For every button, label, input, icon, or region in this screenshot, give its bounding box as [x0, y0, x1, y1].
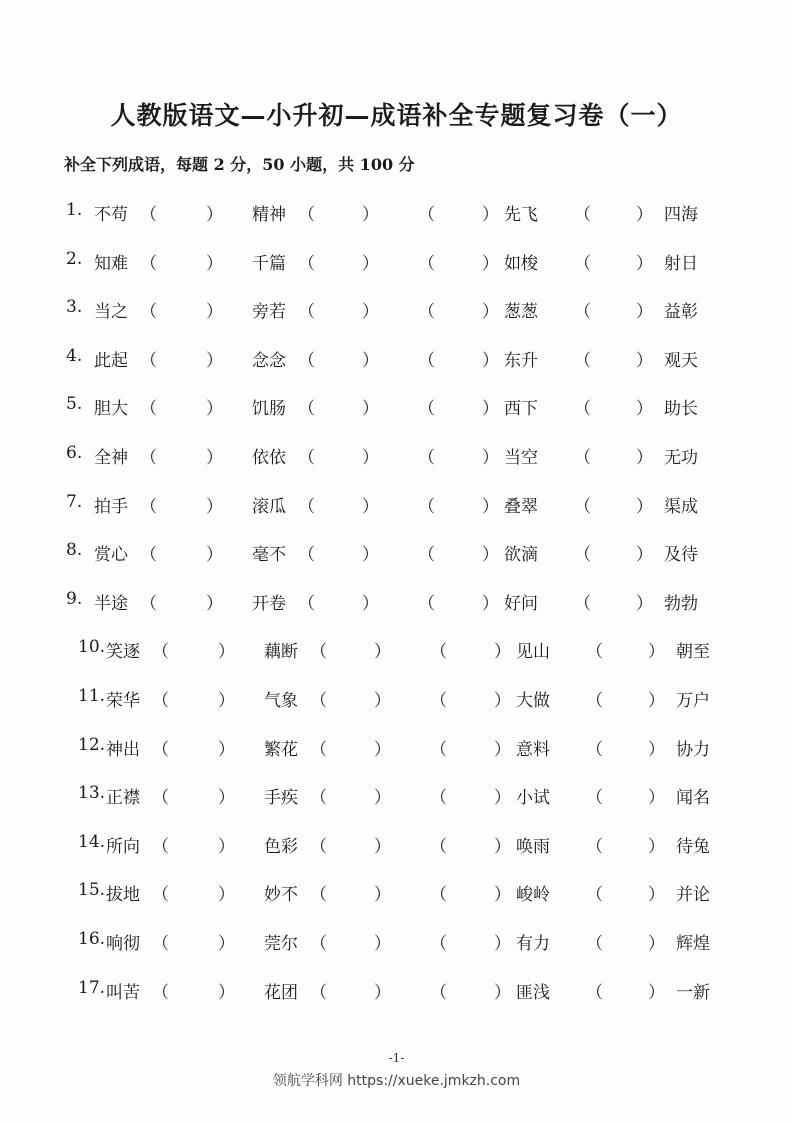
- question-number: 9.: [66, 588, 83, 609]
- blank-open-paren: （: [152, 691, 169, 711]
- blank-open-paren: （: [574, 205, 591, 225]
- blank-close-paren: ）: [636, 545, 653, 566]
- idiom-part-b: 手疾: [264, 788, 298, 809]
- blank-open-paren: （: [152, 788, 169, 809]
- idiom-part-b: 饥肠: [252, 399, 286, 420]
- blank-open-paren: （: [574, 253, 591, 274]
- idiom-part-d: 及待: [664, 545, 698, 566]
- blank-close-paren: ）: [482, 350, 499, 371]
- blank-close-paren: ）: [482, 205, 499, 225]
- blank-close-paren: ）: [494, 642, 511, 663]
- idiom-part-d: 辉煌: [676, 934, 710, 954]
- blank-open-paren: （: [298, 350, 315, 371]
- blank-open-paren: （: [140, 593, 157, 614]
- question-number: 6.: [66, 443, 83, 463]
- blank-close-paren: ）: [648, 885, 665, 906]
- blank-close-paren: ）: [648, 934, 665, 954]
- blank-open-paren: （: [310, 885, 327, 906]
- idiom-part-b: 花团: [264, 982, 298, 1003]
- blank-close-paren: ）: [206, 448, 223, 468]
- question-number: 17.: [78, 977, 106, 998]
- footer-watermark: 领航学科网 https://xueke.jmkzh.com: [272, 1073, 521, 1089]
- blank-close-paren: ）: [636, 253, 653, 274]
- blank-open-paren: （: [586, 691, 603, 711]
- blank-open-paren: （: [152, 739, 169, 760]
- idiom-row: [66, 492, 766, 522]
- blank-open-paren: （: [586, 982, 603, 1003]
- idiom-row: [78, 735, 766, 765]
- blank-close-paren: ）: [206, 350, 223, 371]
- idiom-part-a: 此起: [94, 350, 128, 371]
- blank-open-paren: （: [152, 982, 169, 1003]
- blank-open-paren: （: [430, 836, 447, 857]
- idiom-part-d: 并论: [676, 885, 710, 906]
- blank-close-paren: ）: [648, 691, 665, 711]
- idiom-part-a: 赏心: [94, 545, 128, 566]
- idiom-part-d: 万户: [676, 691, 710, 711]
- blank-open-paren: （: [140, 302, 157, 323]
- blank-open-paren: （: [430, 885, 447, 906]
- blank-open-paren: （: [140, 205, 157, 225]
- blank-close-paren: ）: [218, 836, 235, 857]
- idiom-row: [66, 249, 766, 279]
- idiom-part-a: 不苟: [94, 205, 128, 225]
- blank-open-paren: （: [430, 788, 447, 809]
- blank-close-paren: ）: [636, 302, 653, 323]
- idiom-part-a: 当之: [94, 302, 128, 323]
- idiom-row: [78, 880, 766, 910]
- blank-open-paren: （: [310, 788, 327, 809]
- idiom-part-d: 射日: [664, 253, 698, 274]
- blank-close-paren: ）: [362, 350, 379, 371]
- blank-close-paren: ）: [636, 205, 653, 225]
- blank-open-paren: （: [574, 302, 591, 323]
- idiom-part-c: 有力: [516, 934, 550, 954]
- blank-open-paren: （: [152, 642, 169, 663]
- idiom-part-a: 叫苦: [106, 982, 140, 1003]
- idiom-part-c: 意料: [516, 739, 550, 760]
- blank-open-paren: （: [586, 788, 603, 809]
- blank-open-paren: （: [574, 545, 591, 566]
- question-number: 12.: [78, 734, 106, 755]
- idiom-row: [66, 394, 766, 424]
- idiom-row: [66, 443, 766, 473]
- blank-close-paren: ）: [648, 788, 665, 809]
- blank-open-paren: （: [298, 399, 315, 420]
- idiom-part-c: 先飞: [504, 205, 538, 225]
- blank-open-paren: （: [298, 593, 315, 614]
- idiom-part-d: 一新: [676, 982, 710, 1003]
- idiom-part-a: 神出: [106, 739, 140, 760]
- blank-close-paren: ）: [218, 885, 235, 906]
- idiom-part-c: 好问: [504, 593, 538, 614]
- idiom-part-d: 协力: [676, 739, 710, 760]
- idiom-part-b: 藕断: [264, 642, 298, 663]
- blank-open-paren: （: [418, 496, 435, 517]
- blank-open-paren: （: [298, 302, 315, 323]
- blank-open-paren: （: [418, 205, 435, 225]
- blank-open-paren: （: [418, 253, 435, 274]
- idiom-part-d: 勃勃: [664, 593, 698, 614]
- idiom-part-c: 大做: [516, 691, 550, 711]
- idiom-part-a: 荣华: [106, 691, 140, 711]
- idiom-part-d: 助长: [664, 399, 698, 420]
- idiom-part-d: 待兔: [676, 836, 710, 857]
- blank-close-paren: ）: [636, 399, 653, 420]
- blank-close-paren: ）: [374, 982, 391, 1003]
- idiom-part-c: 见山: [516, 642, 550, 663]
- blank-close-paren: ）: [648, 982, 665, 1003]
- blank-open-paren: （: [418, 302, 435, 323]
- idiom-part-d: 益彰: [664, 302, 698, 323]
- blank-close-paren: ）: [648, 739, 665, 760]
- idiom-part-c: 当空: [504, 448, 538, 468]
- question-number: 15.: [78, 880, 106, 901]
- idiom-part-b: 气象: [264, 691, 298, 711]
- idiom-part-c: 西下: [504, 399, 538, 420]
- idiom-part-a: 半途: [94, 593, 128, 614]
- idiom-part-a: 所向: [106, 836, 140, 857]
- blank-close-paren: ）: [494, 836, 511, 857]
- blank-open-paren: （: [586, 739, 603, 760]
- blank-open-paren: （: [310, 836, 327, 857]
- idiom-part-b: 滚瓜: [252, 496, 286, 517]
- idiom-part-a: 全神: [94, 448, 128, 468]
- blank-close-paren: ）: [494, 788, 511, 809]
- blank-close-paren: ）: [482, 545, 499, 566]
- blank-open-paren: （: [430, 691, 447, 711]
- blank-close-paren: ）: [206, 302, 223, 323]
- question-number: 3.: [66, 297, 83, 318]
- idiom-part-d: 无功: [664, 448, 698, 468]
- idiom-part-c: 匪浅: [516, 982, 550, 1003]
- idiom-row: [78, 978, 766, 1008]
- question-number: 7.: [66, 491, 83, 512]
- question-number: 11.: [78, 686, 106, 706]
- idiom-part-d: 闻名: [676, 788, 710, 809]
- idiom-part-d: 渠成: [664, 496, 698, 517]
- idiom-row: [66, 200, 766, 230]
- blank-close-paren: ）: [362, 302, 379, 323]
- idiom-part-d: 观天: [664, 350, 698, 371]
- question-number: 4.: [66, 345, 83, 366]
- blank-open-paren: （: [310, 642, 327, 663]
- blank-open-paren: （: [140, 399, 157, 420]
- blank-close-paren: ）: [218, 739, 235, 760]
- blank-close-paren: ）: [494, 934, 511, 954]
- blank-close-paren: ）: [482, 253, 499, 274]
- idiom-part-c: 峻岭: [516, 885, 550, 906]
- question-number: 14.: [78, 831, 106, 852]
- idiom-part-b: 莞尔: [264, 934, 298, 954]
- idiom-part-b: 色彩: [264, 836, 298, 857]
- question-number: 5.: [66, 394, 83, 415]
- idiom-part-c: 小试: [516, 788, 550, 809]
- idiom-part-d: 四海: [664, 205, 698, 225]
- blank-close-paren: ）: [362, 253, 379, 274]
- instructions: 补全下列成语，每题 2 分，50 小题，共 100 分: [64, 155, 415, 174]
- blank-close-paren: ）: [482, 302, 499, 323]
- idiom-part-c: 东升: [504, 350, 538, 371]
- blank-close-paren: ）: [374, 934, 391, 954]
- idiom-part-a: 拔地: [106, 885, 140, 906]
- blank-open-paren: （: [418, 448, 435, 468]
- blank-open-paren: （: [310, 934, 327, 954]
- idiom-part-c: 欲滴: [504, 545, 538, 566]
- blank-close-paren: ）: [374, 885, 391, 906]
- blank-close-paren: ）: [218, 934, 235, 954]
- blank-close-paren: ）: [374, 642, 391, 663]
- blank-open-paren: （: [140, 545, 157, 566]
- blank-close-paren: ）: [648, 642, 665, 663]
- idiom-part-b: 开卷: [252, 593, 286, 614]
- blank-open-paren: （: [430, 982, 447, 1003]
- blank-close-paren: ）: [374, 788, 391, 809]
- blank-open-paren: （: [298, 253, 315, 274]
- blank-close-paren: ）: [636, 350, 653, 371]
- blank-open-paren: （: [140, 496, 157, 517]
- blank-open-paren: （: [418, 350, 435, 371]
- blank-open-paren: （: [586, 836, 603, 857]
- idiom-part-a: 响彻: [106, 934, 140, 954]
- blank-close-paren: ）: [494, 982, 511, 1003]
- idiom-part-a: 拍手: [94, 496, 128, 517]
- idiom-part-b: 繁花: [264, 739, 298, 760]
- blank-close-paren: ）: [206, 496, 223, 517]
- blank-close-paren: ）: [494, 885, 511, 906]
- blank-open-paren: （: [310, 691, 327, 711]
- idiom-row: [78, 686, 766, 716]
- blank-close-paren: ）: [362, 205, 379, 225]
- blank-open-paren: （: [152, 836, 169, 857]
- blank-close-paren: ）: [206, 205, 223, 225]
- blank-open-paren: （: [310, 982, 327, 1003]
- idiom-part-a: 胆大: [94, 399, 128, 420]
- blank-open-paren: （: [152, 885, 169, 906]
- idiom-part-d: 朝至: [676, 642, 710, 663]
- question-number: 1.: [66, 200, 83, 220]
- blank-close-paren: ）: [494, 691, 511, 711]
- blank-close-paren: ）: [218, 642, 235, 663]
- blank-open-paren: （: [574, 350, 591, 371]
- blank-open-paren: （: [430, 642, 447, 663]
- idiom-part-c: 唤雨: [516, 836, 550, 857]
- idiom-part-a: 正襟: [106, 788, 140, 809]
- blank-open-paren: （: [298, 448, 315, 468]
- blank-open-paren: （: [140, 350, 157, 371]
- idiom-part-b: 妙不: [264, 885, 298, 906]
- blank-close-paren: ）: [636, 593, 653, 614]
- idiom-part-b: 念念: [252, 350, 286, 371]
- blank-close-paren: ）: [362, 545, 379, 566]
- blank-open-paren: （: [418, 545, 435, 566]
- blank-close-paren: ）: [482, 496, 499, 517]
- blank-close-paren: ）: [218, 788, 235, 809]
- blank-close-paren: ）: [206, 253, 223, 274]
- idiom-row: [66, 589, 766, 619]
- blank-open-paren: （: [298, 205, 315, 225]
- idiom-row: [66, 346, 766, 376]
- question-number: 13.: [78, 783, 106, 804]
- idiom-row: [78, 783, 766, 813]
- blank-open-paren: （: [310, 739, 327, 760]
- blank-open-paren: （: [430, 739, 447, 760]
- idiom-part-b: 千篇: [252, 253, 286, 274]
- blank-close-paren: ）: [206, 545, 223, 566]
- idiom-part-b: 依依: [252, 448, 286, 468]
- idiom-part-b: 精神: [252, 205, 286, 225]
- blank-open-paren: （: [430, 934, 447, 954]
- idiom-part-c: 葱葱: [504, 302, 538, 323]
- blank-close-paren: ）: [362, 593, 379, 614]
- blank-close-paren: ）: [482, 399, 499, 420]
- blank-close-paren: ）: [218, 982, 235, 1003]
- blank-close-paren: ）: [494, 739, 511, 760]
- blank-open-paren: （: [586, 885, 603, 906]
- blank-close-paren: ）: [206, 593, 223, 614]
- blank-open-paren: （: [418, 399, 435, 420]
- blank-open-paren: （: [140, 448, 157, 468]
- blank-close-paren: ）: [374, 691, 391, 711]
- blank-close-paren: ）: [374, 836, 391, 857]
- blank-close-paren: ）: [362, 448, 379, 468]
- blank-open-paren: （: [152, 934, 169, 954]
- page-number: -1-: [388, 1051, 405, 1065]
- blank-open-paren: （: [574, 448, 591, 468]
- blank-close-paren: ）: [218, 691, 235, 711]
- idiom-part-a: 笑逐: [106, 642, 140, 663]
- blank-close-paren: ）: [362, 496, 379, 517]
- idiom-row: [78, 637, 766, 667]
- blank-close-paren: ）: [362, 399, 379, 420]
- blank-open-paren: （: [586, 642, 603, 663]
- blank-close-paren: ）: [636, 496, 653, 517]
- page-title: 人教版语文—小升初—成语补全专题复习卷（一）: [110, 101, 683, 130]
- idiom-part-c: 如梭: [504, 253, 538, 274]
- blank-close-paren: ）: [374, 739, 391, 760]
- blank-close-paren: ）: [482, 448, 499, 468]
- idiom-row: [66, 297, 766, 327]
- blank-close-paren: ）: [648, 836, 665, 857]
- idiom-part-c: 叠翠: [504, 496, 538, 517]
- idiom-row: [78, 832, 766, 862]
- blank-close-paren: ）: [636, 448, 653, 468]
- idiom-part-a: 知难: [94, 253, 128, 274]
- blank-open-paren: （: [298, 496, 315, 517]
- blank-close-paren: ）: [206, 399, 223, 420]
- question-number: 8.: [66, 540, 83, 561]
- blank-open-paren: （: [298, 545, 315, 566]
- idiom-part-b: 旁若: [252, 302, 286, 323]
- blank-open-paren: （: [140, 253, 157, 274]
- blank-open-paren: （: [586, 934, 603, 954]
- idiom-row: [66, 540, 766, 570]
- question-number: 10.: [78, 637, 106, 658]
- blank-open-paren: （: [574, 399, 591, 420]
- blank-open-paren: （: [418, 593, 435, 614]
- idiom-row: [78, 929, 766, 959]
- question-number: 16.: [78, 929, 106, 949]
- blank-close-paren: ）: [482, 593, 499, 614]
- blank-open-paren: （: [574, 496, 591, 517]
- question-number: 2.: [66, 248, 83, 269]
- blank-open-paren: （: [574, 593, 591, 614]
- idiom-part-b: 毫不: [252, 545, 286, 566]
